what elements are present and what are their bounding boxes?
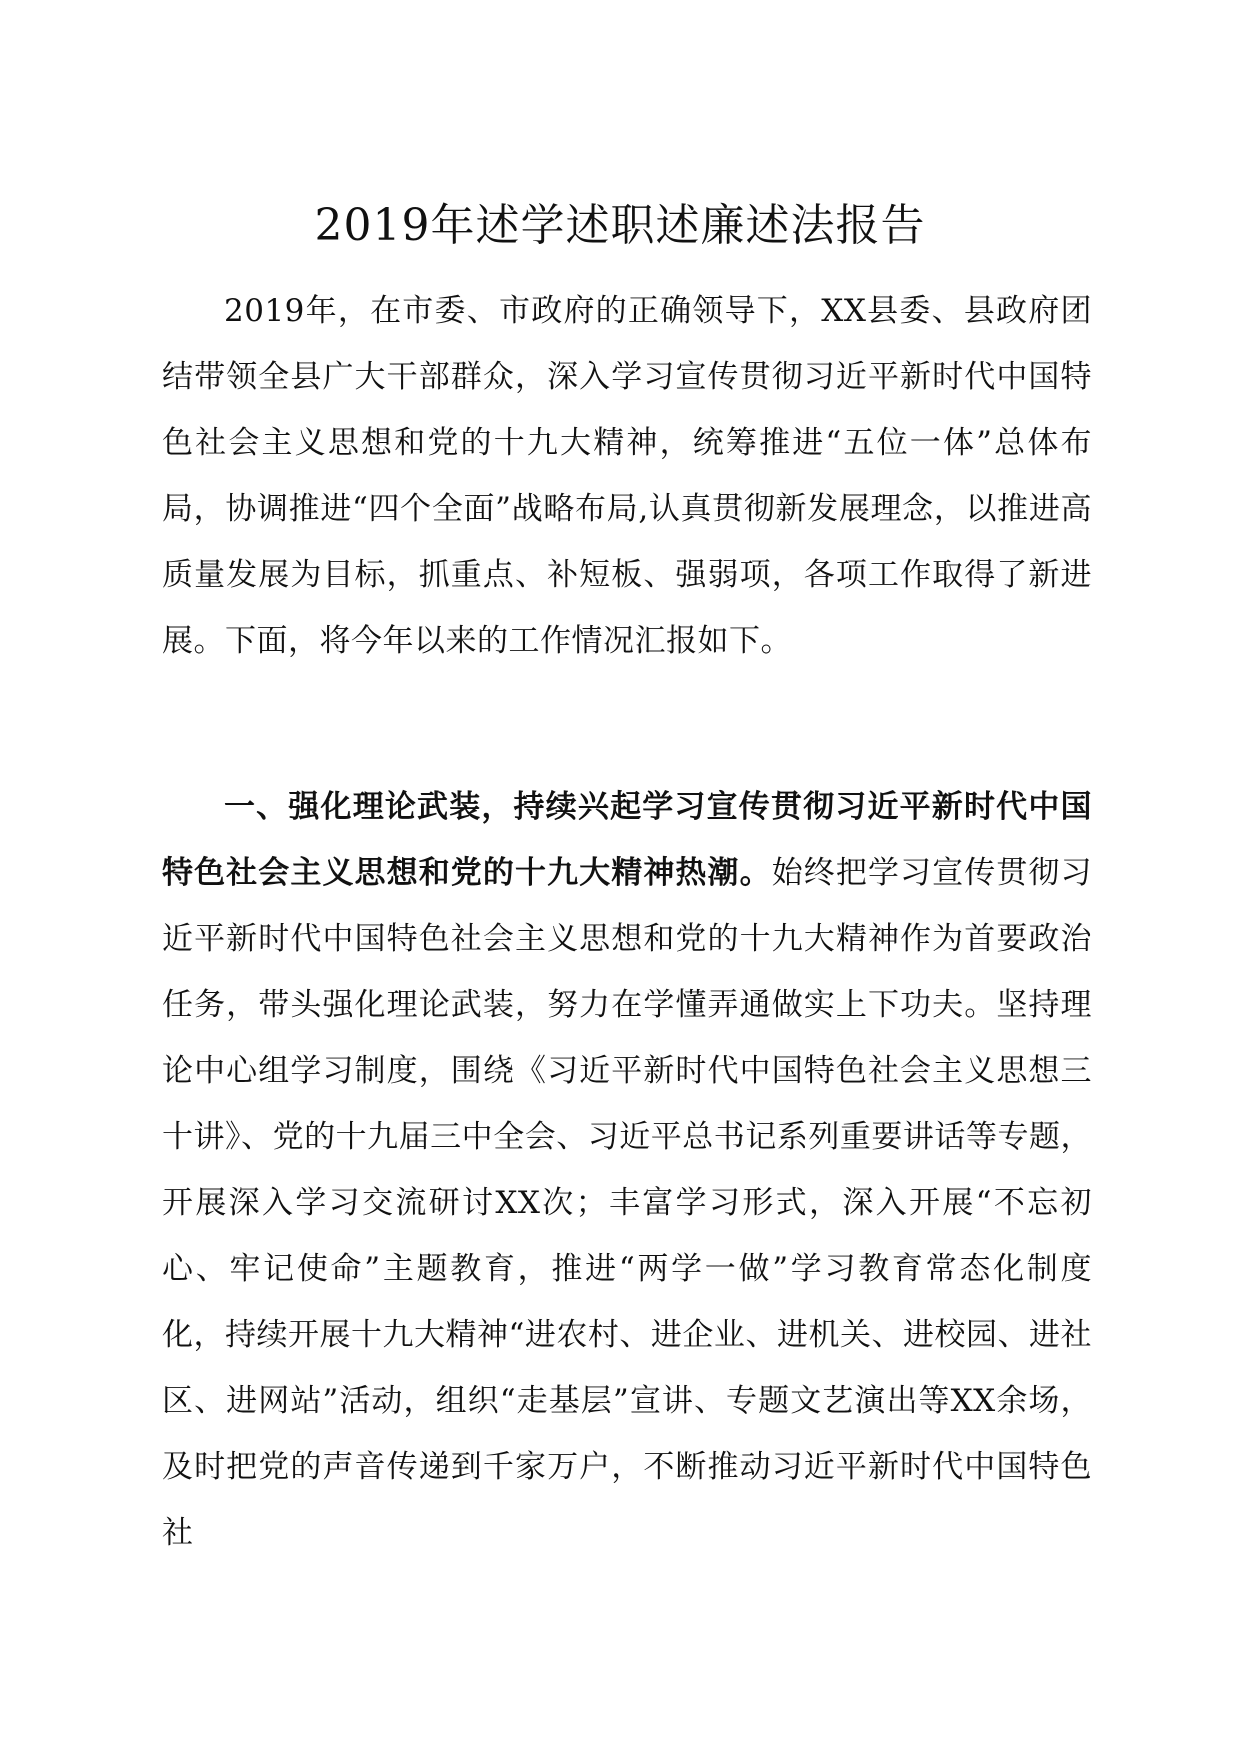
paragraph-intro: 2019年，在市委、市政府的正确领导下，XX县委、县政府团结带领全县广大干部群众，深入学习宣传贯彻习近平新时代中国特色社会主义思想和党的十九大精神，统筹推进“五位一体”总体布局，协调推进“四个全面”战略布局,认真贯彻新发展理念，以推进高质量发展为目标，抓重点、补短板、强弱项，各项工作取得了新进展。下面，将今年以来的工作情况汇报如下。 bbox=[162, 293, 1092, 659]
document-title: 2019年述学述职述廉述法报告 bbox=[314, 200, 926, 251]
paragraph-section-one bbox=[162, 774, 1092, 1566]
section-body: 始终把学习宣传贯彻习近平新时代中国特色社会主义思想和党的十九大精神作为首要政治任务，带头强化理论武装，努力在学懂弄通做实上下功夫。坚持理论中心组学习制度，围绕《习近平新时代中国特色社会主义思想三十讲》、党的十九届三中全会、习近平总书记系列重要讲话等专题，开展深入学习交流研讨XX次；丰富学习形式，深入开展“不忘初心、牢记使命”主题教育，推进“两学一做”学习教育常态化制度化，持续开展十九大精神“进农村、进企业、进机关、进校园、进社区、进网站”活动，组织“走基层”宣讲、专题文艺演出等XX余场，及时把党的声音传递到千家万户，不断推动习近平新时代中国特色社 bbox=[162, 855, 1093, 1551]
section-heading: 一、强化理论武装，持续兴起学习宣传贯彻习近平新时代中国特色社会主义思想和党的十九大精神热潮。 bbox=[162, 789, 1092, 891]
